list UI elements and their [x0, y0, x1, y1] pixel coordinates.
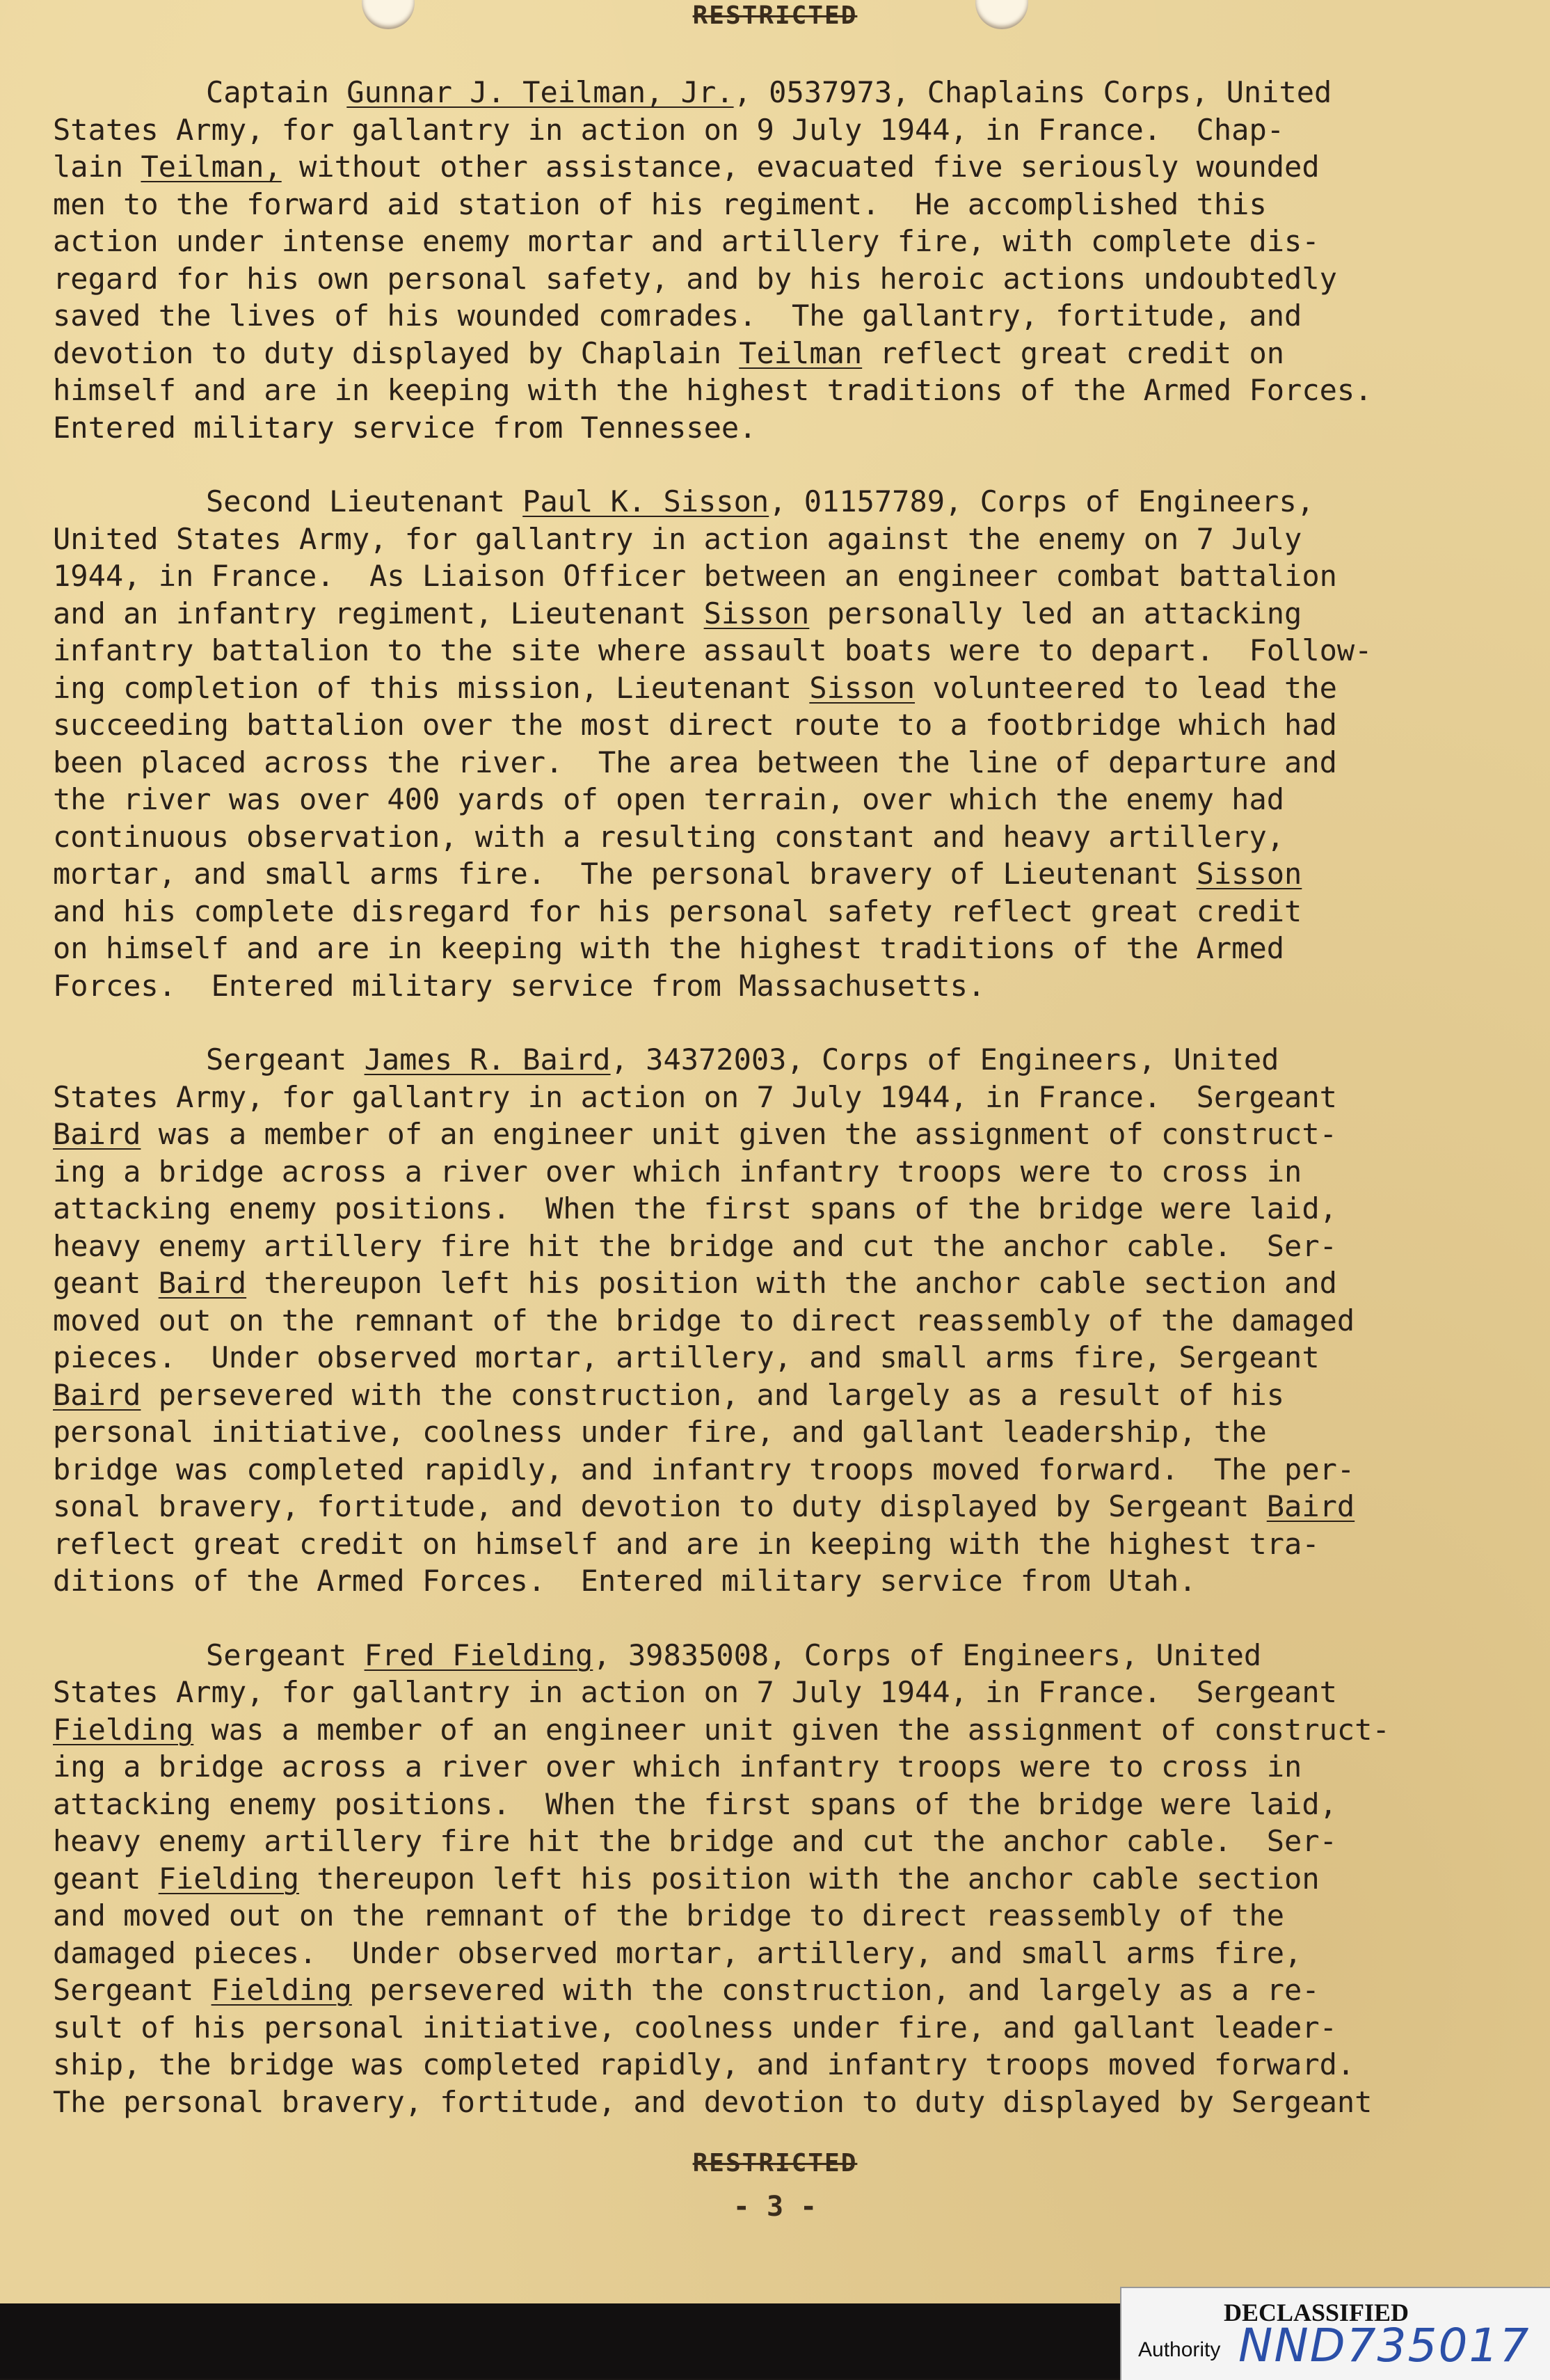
text-run: geant	[53, 1861, 159, 1896]
text-line	[53, 2084, 1444, 2121]
text-line	[53, 1228, 1444, 1265]
text-run: volunteered to lead the	[915, 670, 1337, 705]
text-line	[53, 409, 1444, 447]
text-run: regard for his own personal safety, and by his heroic actions undoubtedly	[53, 261, 1337, 296]
text-run: Second Lieutenant	[206, 484, 523, 518]
text-line	[53, 186, 1444, 223]
text-line	[53, 1637, 1444, 1674]
text-line	[53, 1711, 1444, 1749]
text-run: heavy enemy artillery fire hit the bridge and cut the anchor cable. Ser-	[53, 1824, 1337, 1858]
text-run: heavy enemy artillery fire hit the bridge and cut the anchor cable. Ser-	[53, 1228, 1337, 1263]
text-run: the river was over 400 yards of open terrain, over which the enemy had	[53, 782, 1285, 816]
text-line	[53, 74, 1444, 111]
citation-paragraph	[53, 74, 1444, 446]
text-run: Forces. Entered military service from Massachusetts.	[53, 968, 986, 1003]
text-line	[53, 483, 1444, 521]
text-run: and his complete disregard for his personal safety reflect great credit	[53, 894, 1302, 928]
text-run: ditions of the Armed Forces. Entered military service from Utah.	[53, 1564, 1197, 1598]
text-run: attacking enemy positions. When the first spans of the bridge were laid,	[53, 1786, 1337, 1821]
text-line	[53, 706, 1444, 744]
text-run: geant	[53, 1266, 159, 1300]
underlined-name: James R. Baird	[364, 1042, 611, 1077]
declassified-title: DECLASSIFIED	[1223, 2299, 1409, 2326]
text-run: States Army, for gallantry in action on 7 July 1944, in France. Sergeant	[53, 1079, 1337, 1114]
underlined-name: Teilman,	[141, 150, 282, 184]
text-run: lain	[53, 150, 141, 184]
declassification-label	[1120, 2287, 1550, 2380]
text-run: was a member of an engineer unit given the assignment of construct-	[193, 1712, 1390, 1747]
text-run: and an infantry regiment, Lieutenant	[53, 596, 704, 630]
text-run: sonal bravery, fortitude, and devotion to duty displayed by Sergeant	[53, 1489, 1267, 1523]
text-line	[53, 297, 1444, 335]
text-line	[53, 260, 1444, 298]
text-line	[53, 818, 1444, 856]
text-line	[53, 1562, 1444, 1600]
text-run: infantry battalion to the site where assault boats were to depart. Follow-	[53, 633, 1373, 667]
text-line	[53, 1935, 1444, 1972]
text-run: ing a bridge across a river over which infantry troops were to cross in	[53, 1154, 1302, 1189]
underlined-name: Fielding	[211, 1973, 352, 2007]
text-run: States Army, for gallantry in action on 7 July 1944, in France. Sergeant	[53, 1675, 1337, 1709]
text-run: and moved out on the remnant of the bridge to direct reassembly of the	[53, 1898, 1285, 1933]
text-line	[53, 781, 1444, 818]
text-run: saved the lives of his wounded comrades. The gallantry, fortitude, and	[53, 299, 1302, 333]
underlined-name: Sisson	[809, 670, 916, 705]
underlined-name: Gunnar J. Teilman, Jr.	[346, 75, 734, 109]
text-run: continuous observation, with a resulting constant and heavy artillery,	[53, 819, 1285, 854]
text-line	[53, 521, 1444, 558]
text-run: on himself and are in keeping with the highest traditions of the Armed	[53, 931, 1285, 965]
underlined-name: Baird	[1266, 1489, 1355, 1523]
header-stamp-text: RESTRICTED	[692, 1, 858, 30]
text-line	[53, 1264, 1444, 1302]
text-line	[53, 1377, 1444, 1414]
citation-paragraph	[53, 1637, 1444, 2121]
text-line	[53, 1674, 1444, 1711]
text-run: thereupon left his position with the anchor cable section and	[246, 1266, 1337, 1300]
text-run: United States Army, for gallantry in action against the enemy on 7 July	[53, 521, 1302, 556]
text-line	[53, 893, 1444, 930]
text-run: been placed across the river. The area between the line of departure and	[53, 745, 1337, 779]
text-run: personal initiative, coolness under fire, and gallant leadership, the	[53, 1415, 1267, 1449]
citation-paragraph	[53, 1041, 1444, 1600]
text-line	[53, 148, 1444, 186]
text-line	[53, 744, 1444, 782]
text-line	[53, 1786, 1444, 1823]
text-run: thereupon left his position with the anchor cable section	[299, 1861, 1320, 1896]
header-stamp	[0, 1, 1550, 30]
text-line	[53, 557, 1444, 595]
text-line	[53, 1748, 1444, 1786]
text-line	[53, 111, 1444, 149]
text-line	[53, 2046, 1444, 2084]
text-run: Sergeant	[206, 1042, 365, 1077]
text-run: action under intense enemy mortar and artillery fire, with complete dis-	[53, 224, 1320, 258]
text-line	[53, 967, 1444, 1005]
footer-stamp	[0, 2149, 1550, 2177]
underlined-name: Sisson	[703, 596, 810, 630]
text-line	[53, 1488, 1444, 1525]
text-line	[53, 2009, 1444, 2047]
text-line	[53, 1860, 1444, 1898]
underlined-name: Fielding	[158, 1861, 300, 1896]
authority-number: NND735017	[1238, 2319, 1531, 2372]
text-run: , 34372003, Corps of Engineers, United	[610, 1042, 1279, 1077]
page-number: - 3 -	[733, 2191, 817, 2223]
text-run: , 0537973, Chaplains Corps, United	[733, 75, 1332, 109]
text-line	[53, 1079, 1444, 1116]
text-line	[53, 1302, 1444, 1340]
text-run: personally led an attacking	[809, 596, 1302, 630]
text-line	[53, 1041, 1444, 1079]
text-run: , 39835008, Corps of Engineers, United	[593, 1637, 1262, 1672]
text-line	[53, 855, 1444, 893]
text-run: devotion to duty displayed by Chaplain	[53, 335, 740, 370]
text-run: attacking enemy positions. When the first spans of the bridge were laid,	[53, 1191, 1337, 1225]
text-run: Sergeant	[53, 1973, 211, 2007]
text-run: reflect great credit on	[862, 335, 1285, 370]
underlined-name: Baird	[158, 1266, 247, 1300]
underlined-name: Baird	[53, 1117, 141, 1151]
text-run: persevered with the construction, and largely as a re-	[351, 1973, 1320, 2007]
text-run: without other assistance, evacuated five seriously wounded	[281, 150, 1320, 184]
underlined-name: Teilman	[739, 335, 863, 370]
text-line	[53, 1339, 1444, 1377]
text-line	[53, 335, 1444, 372]
citation-paragraph	[53, 483, 1444, 1004]
text-run: States Army, for gallantry in action on 9 July 1944, in France. Chap-	[53, 112, 1285, 147]
underlined-name: Paul K. Sisson	[522, 484, 769, 518]
text-run: persevered with the construction, and largely as a result of his	[141, 1377, 1285, 1412]
text-run: reflect great credit on himself and are in keeping with the highest tra-	[53, 1526, 1320, 1561]
text-line	[53, 1897, 1444, 1935]
text-run: succeeding battalion over the most direct route to a footbridge which had	[53, 708, 1337, 742]
text-line	[53, 1116, 1444, 1153]
text-run: The personal bravery, fortitude, and devotion to duty displayed by Sergeant	[53, 2084, 1373, 2119]
text-line	[53, 372, 1444, 409]
text-line	[53, 1413, 1444, 1451]
text-line	[53, 1451, 1444, 1489]
text-run: bridge was completed rapidly, and infantry troops moved forward. The per-	[53, 1452, 1355, 1486]
text-line	[53, 1525, 1444, 1563]
text-line	[53, 1153, 1444, 1191]
underlined-name: Sisson	[1196, 857, 1302, 891]
text-run: ship, the bridge was completed rapidly, and infantry troops moved forward.	[53, 2047, 1355, 2081]
text-line	[53, 595, 1444, 633]
text-run: mortar, and small arms fire. The personal bravery of Lieutenant	[53, 857, 1197, 891]
text-run: Sergeant	[206, 1637, 365, 1672]
text-line	[53, 930, 1444, 967]
text-run: was a member of an engineer unit given the assignment of construct-	[141, 1117, 1337, 1151]
text-line	[53, 1190, 1444, 1228]
text-run: ing a bridge across a river over which infantry troops were to cross in	[53, 1750, 1302, 1784]
text-line	[53, 1972, 1444, 2009]
text-run: 1944, in France. As Liaison Officer between an engineer combat battalion	[53, 559, 1337, 593]
text-run: pieces. Under observed mortar, artillery, and small arms fire, Sergeant	[53, 1340, 1320, 1374]
text-run: Entered military service from Tennessee.	[53, 410, 757, 445]
citation-body	[53, 74, 1444, 2157]
text-run: himself and are in keeping with the highest traditions of the Armed Forces.	[53, 373, 1373, 407]
footer-stamp-text: RESTRICTED	[692, 2149, 858, 2177]
text-line	[53, 632, 1444, 669]
text-line	[53, 223, 1444, 260]
text-line	[53, 669, 1444, 707]
underlined-name: Fielding	[53, 1712, 194, 1747]
underlined-name: Baird	[53, 1377, 141, 1412]
text-run: Captain	[206, 75, 347, 109]
authority-label: Authority	[1138, 2338, 1221, 2361]
underlined-name: Fred Fielding	[364, 1637, 593, 1672]
text-run: sult of his personal initiative, coolness under fire, and gallant leader-	[53, 2010, 1337, 2045]
text-run: moved out on the remnant of the bridge to direct reassembly of the damaged	[53, 1303, 1355, 1338]
text-run: damaged pieces. Under observed mortar, artillery, and small arms fire,	[53, 1935, 1302, 1970]
text-line	[53, 1823, 1444, 1860]
text-run: , 01157789, Corps of Engineers,	[769, 484, 1315, 518]
text-run: ing completion of this mission, Lieutenant	[53, 670, 810, 705]
text-run: men to the forward aid station of his regiment. He accomplished this	[53, 187, 1267, 221]
